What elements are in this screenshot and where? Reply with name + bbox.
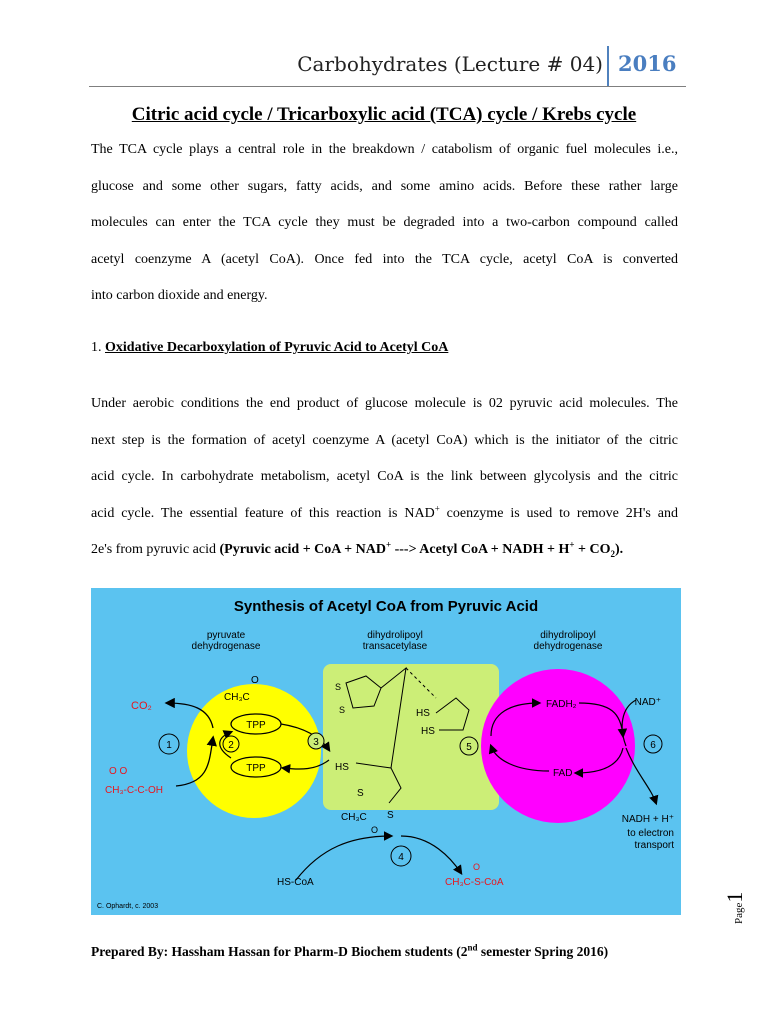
page-word: Page	[733, 902, 745, 924]
tpp-label: TPP	[246, 763, 266, 774]
header-title: Carbohydrates (Lecture # 04)	[297, 52, 603, 76]
fad-label: FAD	[553, 768, 573, 779]
sulfur-label: S	[335, 682, 342, 692]
pyruvate-oxygens: O O	[109, 766, 128, 777]
enzyme-label: dihydrolipoyl	[540, 630, 596, 641]
body-line-equation: 2e's from pyruvic acid (Pyruvic acid + CoA + NAD+ ---> Acetyl CoA + NADH + $H^+ + CO_2$).	[91, 539, 624, 559]
transacetylase-box	[323, 664, 499, 810]
acetyl-label: CH₃C	[341, 812, 367, 823]
header-year: 2016	[618, 51, 677, 76]
oxygen-label: O	[251, 675, 259, 686]
sulfur-label: S	[387, 810, 394, 821]
hs-label: HS	[416, 708, 430, 719]
enzyme-label: dihydrolipoyl	[367, 630, 423, 641]
sulfur-label: S	[357, 788, 364, 799]
section-number: 1.	[91, 340, 102, 355]
body-line: next step is the formation of acetyl coenzyme A (acetyl CoA) which is the initiator of the citric	[91, 432, 678, 448]
lipoyl-dehydrogenase-circle	[481, 669, 635, 823]
oxygen-label: O	[473, 862, 481, 872]
enzyme-label: transacetylase	[362, 641, 428, 652]
body-line: Under aerobic conditions the end product of glucose molecule is 02 pyruvic acid molecules. The	[91, 396, 678, 411]
pyruvate-dehydrogenase-circle	[187, 684, 321, 818]
fadh2-label: FADH₂	[546, 699, 577, 710]
intro-paragraph	[91, 132, 678, 315]
body-paragraph	[91, 386, 678, 569]
footer-credit: Prepared By: Hassham Hassan for Pharm-D Biochem students (2nd semester Spring 2016)	[91, 942, 609, 959]
intro-line: molecules can enter the TCA cycle they must be degraded into a two-carbon compound called	[91, 215, 678, 230]
tpp-label: TPP	[246, 720, 266, 731]
step-number: 5	[466, 742, 472, 753]
enzyme-label: dehydrogenase	[191, 641, 261, 652]
step-number: 3	[313, 737, 319, 748]
section-heading	[91, 340, 448, 356]
electron-transport-label: transport	[634, 840, 674, 851]
enzyme-label: pyruvate	[206, 630, 246, 641]
electron-transport-label: to electron	[627, 828, 674, 839]
enzyme-label: dehydrogenase	[533, 641, 603, 652]
pyruvate-label: CH₃-C-C-OH	[105, 785, 163, 796]
hs-label: HS	[421, 726, 435, 737]
diagram-credit: C. Ophardt, c. 2003	[97, 903, 159, 910]
step-number: 2	[228, 740, 234, 751]
co2-label: CO₂	[131, 700, 152, 712]
intro-line: glucose and some other sugars, fatty acids, and some amino acids. Before these rather large	[91, 178, 678, 194]
diagram-title: Synthesis of Acetyl CoA from Pyruvic Acid	[233, 598, 539, 615]
sulfur-label: S	[339, 705, 346, 715]
acetyl-label: CH₃C	[224, 692, 250, 703]
section-title: Oxidative Decarboxylation of Pyruvic Acid to Acetyl CoA	[105, 340, 449, 355]
page-number	[718, 880, 748, 930]
body-line: acid cycle. In carbohydrate metabolism, acetyl CoA is the link between glycolysis and the citric	[91, 469, 678, 484]
acetyl-coa-label: CH₃C-S-CoA	[445, 877, 504, 888]
step-number: 4	[398, 852, 404, 863]
hs-coa-label: HS-CoA	[277, 877, 314, 888]
document-title: Citric acid cycle / Tricarboxylic acid (TCA) cycle / Krebs cycle	[131, 104, 637, 125]
step-number: 6	[650, 740, 656, 751]
diagram-svg	[91, 588, 681, 915]
body-line: acid cycle. The essential feature of this reaction is NAD+ coenzyme is used to remove 2H's and	[91, 502, 678, 521]
hs-label: HS	[335, 762, 349, 773]
intro-line: The TCA cycle plays a central role in the breakdown / catabolism of organic fuel molecules i.e.,	[91, 142, 678, 157]
header-rule	[89, 86, 686, 87]
nad-label: NAD⁺	[634, 697, 661, 708]
page-header	[0, 44, 768, 86]
header-separator	[607, 46, 609, 86]
intro-line: into carbon dioxide and energy.	[91, 288, 268, 303]
acetyl-coa-diagram	[91, 588, 681, 915]
step-number: 1	[166, 740, 172, 751]
nadh-label: NADH + H⁺	[621, 814, 674, 825]
intro-line: acetyl coenzyme A (acetyl CoA). Once fed into the TCA cycle, acetyl CoA is converted	[91, 251, 678, 267]
page-number-value: 1	[722, 891, 747, 903]
oxygen-label: O	[371, 825, 379, 835]
